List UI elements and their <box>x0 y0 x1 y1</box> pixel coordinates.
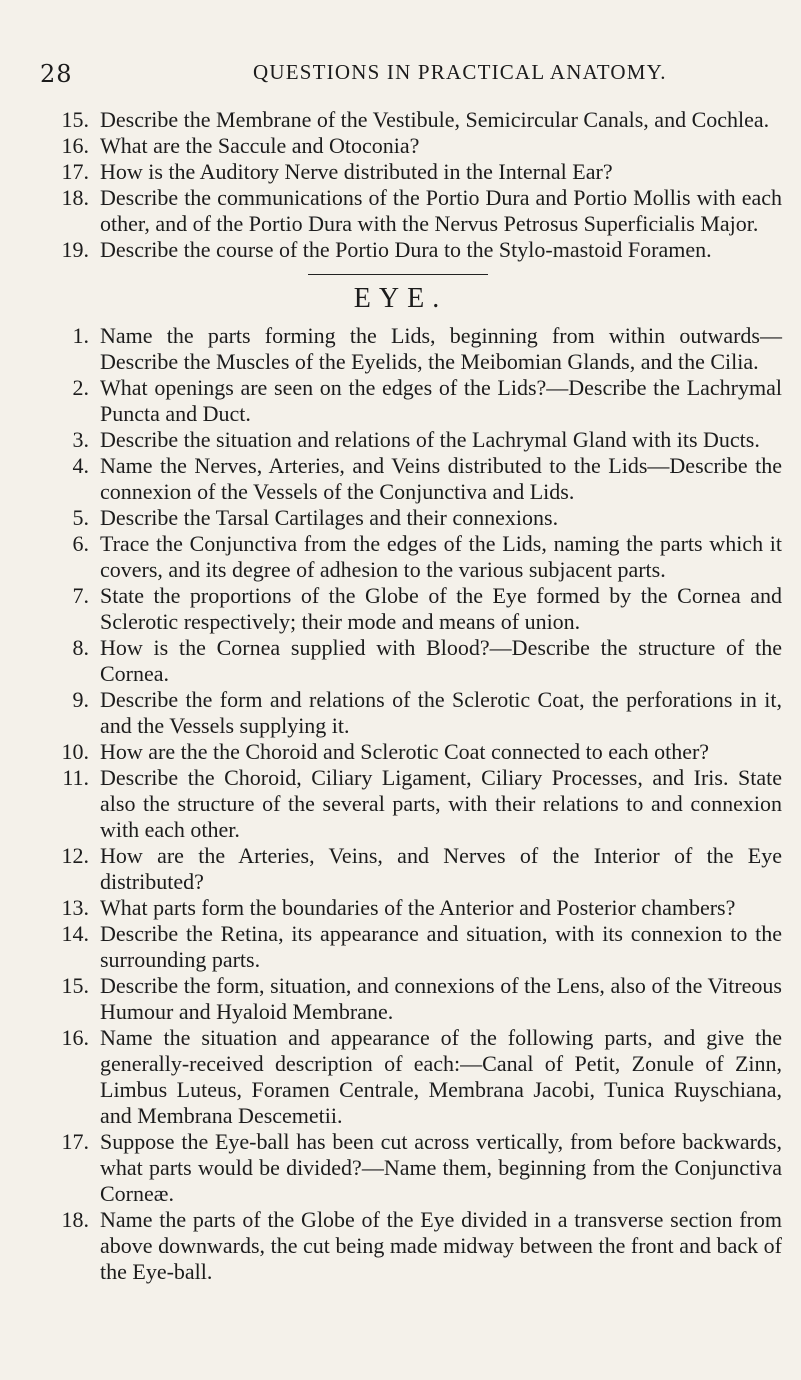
question-item <box>0 583 801 635</box>
question-item <box>0 427 801 453</box>
question-number: 12. <box>61 843 89 868</box>
question-item <box>0 635 801 687</box>
question-text: Name the Nerves, Arteries, and Veins distributed to the Lids—Describe the connexion of the Vessels of the Conjunctiva and Lids. <box>100 453 782 504</box>
question-number: 18. <box>61 1207 89 1232</box>
question-item <box>0 453 801 505</box>
question-item <box>0 531 801 583</box>
question-text: Describe the course of the Portio Dura to the Stylo-mastoid Foramen. <box>100 237 712 262</box>
question-text: How is the Auditory Nerve distributed in the Internal Ear? <box>100 159 613 184</box>
question-number: 17. <box>61 159 89 184</box>
question-number: 6. <box>72 531 89 556</box>
question-number: 17. <box>61 1129 89 1154</box>
question-item <box>0 739 801 765</box>
question-item <box>0 375 801 427</box>
running-head <box>0 58 801 94</box>
question-number: 7. <box>72 583 89 608</box>
question-item <box>0 107 801 133</box>
question-text: What parts form the boundaries of the Anterior and Posterior chambers? <box>100 895 736 920</box>
question-number: 8. <box>72 635 89 660</box>
question-number: 16. <box>61 133 89 158</box>
question-text: What openings are seen on the edges of the Lids?—Describe the Lachrymal Puncta and Duct. <box>100 375 782 426</box>
question-text: Describe the Choroid, Ciliary Ligament, Ciliary Processes, and Iris. State also the structure of the several parts, with their relations to and connexion with each other. <box>100 765 782 842</box>
question-number: 2. <box>72 375 89 400</box>
question-item <box>0 921 801 973</box>
question-text: Describe the situation and relations of the Lachrymal Gland with its Ducts. <box>100 427 760 452</box>
question-number: 18. <box>61 185 89 210</box>
question-item <box>0 159 801 185</box>
question-text: Describe the Tarsal Cartilages and their connexions. <box>100 505 559 530</box>
question-text: Suppose the Eye-ball has been cut across vertically, from before backwards, what parts would be divided?—Name them, beginning from the Conjunctiva Corneæ. <box>100 1129 782 1206</box>
question-text: Name the situation and appearance of the following parts, and give the generally-received description of each:—Canal of Petit, Zonule of Zinn, Limbus Luteus, Foramen Centrale, Membrana Jacobi, Tunica Ruyschiana, and Membrana Descemetii. <box>100 1025 782 1128</box>
question-text: Describe the Membrane of the Vestibule, Semicircular Canals, and Cochlea. <box>100 107 770 132</box>
running-title: QUESTIONS IN PRACTICAL ANATOMY. <box>253 60 667 84</box>
question-text: How are the the Choroid and Sclerotic Coat connected to each other? <box>100 739 710 764</box>
question-text: Name the parts forming the Lids, beginning from within outwards— Describe the Muscles of the Eyelids, the Meibomian Glands, and the Cilia. <box>100 323 782 374</box>
question-number: 14. <box>61 921 89 946</box>
question-number: 15. <box>61 107 89 132</box>
page-number: 28 <box>40 60 73 88</box>
question-number: 3. <box>72 427 89 452</box>
question-item <box>0 505 801 531</box>
question-text: Describe the form, situation, and connexions of the Lens, also of the Vitreous Humour and Hyaloid Membrane. <box>100 973 782 1024</box>
question-item <box>0 237 801 263</box>
question-item <box>0 687 801 739</box>
ear-question-list <box>0 107 801 263</box>
question-item <box>0 323 801 375</box>
section-heading-eye: EYE. <box>353 283 448 314</box>
question-text: Trace the Conjunctiva from the edges of the Lids, naming the parts which it covers, and its degree of adhesion to the various subjacent parts. <box>100 531 782 582</box>
question-text: Name the parts of the Globe of the Eye divided in a transverse section from above downwards, the cut being made midway between the front and back of the Eye-ball. <box>100 1207 782 1284</box>
question-item <box>0 133 801 159</box>
question-text: State the proportions of the Globe of the Eye formed by the Cornea and Sclerotic respectively; their mode and means of union. <box>100 583 782 634</box>
question-text: Describe the Retina, its appearance and situation, with its connexion to the surrounding parts. <box>100 921 782 972</box>
question-item <box>0 843 801 895</box>
question-number: 5. <box>72 505 89 530</box>
question-text: Describe the communications of the Portio Dura and Portio Mollis with each other, and of the Portio Dura with the Nervus Petrosus Superficialis Major. <box>100 185 782 236</box>
question-number: 9. <box>72 687 89 712</box>
question-number: 16. <box>61 1025 89 1050</box>
question-item <box>0 895 801 921</box>
question-text: How is the Cornea supplied with Blood?—Describe the structure of the Cornea. <box>100 635 782 686</box>
question-item <box>0 973 801 1025</box>
question-number: 11. <box>62 765 89 790</box>
question-item <box>0 185 801 237</box>
question-item <box>0 1207 801 1285</box>
question-number: 10. <box>61 739 89 764</box>
question-number: 1. <box>72 323 89 348</box>
question-number: 13. <box>61 895 89 920</box>
question-number: 15. <box>61 973 89 998</box>
question-text: How are the Arteries, Veins, and Nerves of the Interior of the Eye distributed? <box>100 843 782 894</box>
question-item <box>0 765 801 843</box>
question-item <box>0 1025 801 1129</box>
question-text: Describe the form and relations of the Sclerotic Coat, the perforations in it, and the Vessels supplying it. <box>100 687 782 738</box>
question-number: 19. <box>61 237 89 262</box>
section-divider <box>308 274 488 275</box>
question-number: 4. <box>72 453 89 478</box>
eye-question-list <box>0 323 801 1285</box>
question-item <box>0 1129 801 1207</box>
question-text: What are the Saccule and Otoconia? <box>100 133 420 158</box>
